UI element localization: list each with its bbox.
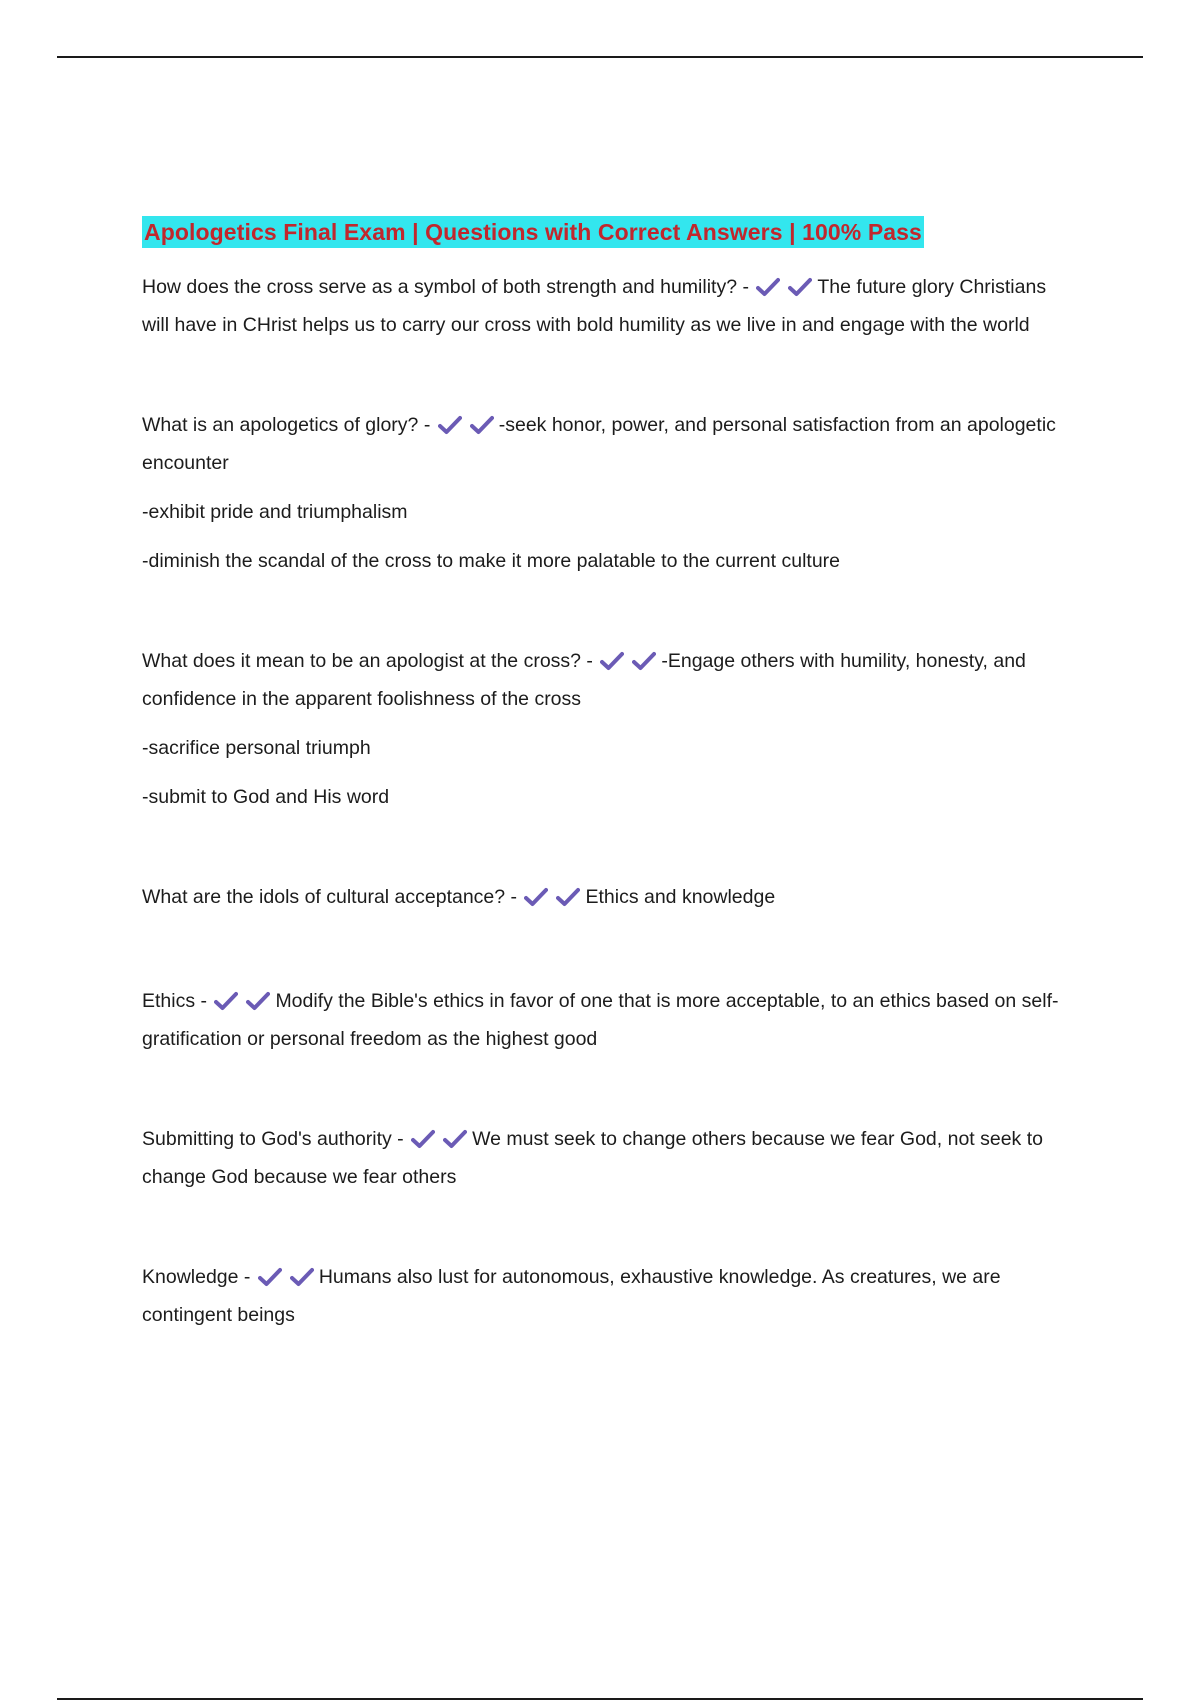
answer-line: [142, 780, 1062, 814]
answer-text: -diminish the scandal of the cross to make it more palatable to the current culture: [142, 550, 841, 572]
qa-first-line: [142, 1122, 1062, 1194]
question-text: How does the cross serve as a symbol of both strength and humility? -: [142, 276, 749, 298]
qa-first-line: [142, 1260, 1062, 1332]
check-icon: [756, 277, 780, 297]
qa-item: [142, 880, 1062, 918]
answer-text: -seek honor, power, and personal satisfaction from an apologetic encounter: [142, 414, 1056, 474]
double-check-icon: [258, 1264, 316, 1298]
check-icon: [788, 277, 812, 297]
qa-item: [142, 1260, 1062, 1332]
double-check-icon: [411, 1126, 469, 1160]
check-icon: [214, 991, 238, 1011]
qa-item: [142, 984, 1062, 1056]
answer-text: -submit to God and His word: [142, 786, 390, 808]
answer-line: [142, 544, 1062, 578]
document-title: Apologetics Final Exam | Questions with Correct Answers | 100% Pass: [142, 216, 924, 248]
qa-list: [142, 270, 1062, 1332]
answer-text: The future glory Christians will have in CHrist helps us to carry our cross with bold humility as we live in and engage with the world: [142, 276, 1047, 336]
question-text: Ethics -: [142, 990, 208, 1012]
qa-item: [142, 408, 1062, 578]
check-icon: [290, 1267, 314, 1287]
qa-first-line: [142, 408, 1062, 480]
double-check-icon: [524, 884, 582, 918]
qa-first-line: [142, 880, 1062, 918]
qa-first-line: [142, 984, 1062, 1056]
qa-first-line: [142, 644, 1062, 716]
double-check-icon: [438, 412, 496, 446]
qa-item: [142, 644, 1062, 814]
check-icon: [443, 1129, 467, 1149]
answer-text: -exhibit pride and triumphalism: [142, 501, 408, 523]
double-check-icon: [214, 988, 272, 1022]
double-check-icon: [756, 274, 814, 308]
question-text: Submitting to God's authority -: [142, 1128, 404, 1150]
answer-text: Modify the Bible's ethics in favor of one that is more acceptable, to an ethics based on self-gratification or personal freedom as the highest good: [142, 990, 1059, 1050]
qa-item: [142, 270, 1062, 342]
check-icon: [632, 651, 656, 671]
document-body: [142, 216, 1062, 1332]
check-icon: [246, 991, 270, 1011]
question-text: What are the idols of cultural acceptance? -: [142, 886, 518, 908]
answer-text: -sacrifice personal triumph: [142, 737, 371, 759]
check-icon: [600, 651, 624, 671]
answer-line: [142, 495, 1062, 529]
answer-text: Humans also lust for autonomous, exhaustive knowledge. As creatures, we are contingent beings: [142, 1266, 1001, 1326]
qa-item: [142, 1122, 1062, 1194]
check-icon: [470, 415, 494, 435]
check-icon: [438, 415, 462, 435]
top-rule: [57, 56, 1143, 58]
check-icon: [524, 887, 548, 907]
answer-text: We must seek to change others because we fear God, not seek to change God because we fear others: [142, 1128, 1043, 1188]
answer-text: -Engage others with humility, honesty, and confidence in the apparent foolishness of the cross: [142, 650, 1026, 710]
question-text: Knowledge -: [142, 1266, 251, 1288]
qa-first-line: [142, 270, 1062, 342]
question-text: What does it mean to be an apologist at the cross? -: [142, 650, 593, 672]
check-icon: [411, 1129, 435, 1149]
check-icon: [258, 1267, 282, 1287]
answer-text: Ethics and knowledge: [585, 886, 776, 908]
check-icon: [556, 887, 580, 907]
question-text: What is an apologetics of glory? -: [142, 414, 431, 436]
answer-line: [142, 731, 1062, 765]
double-check-icon: [600, 648, 658, 682]
